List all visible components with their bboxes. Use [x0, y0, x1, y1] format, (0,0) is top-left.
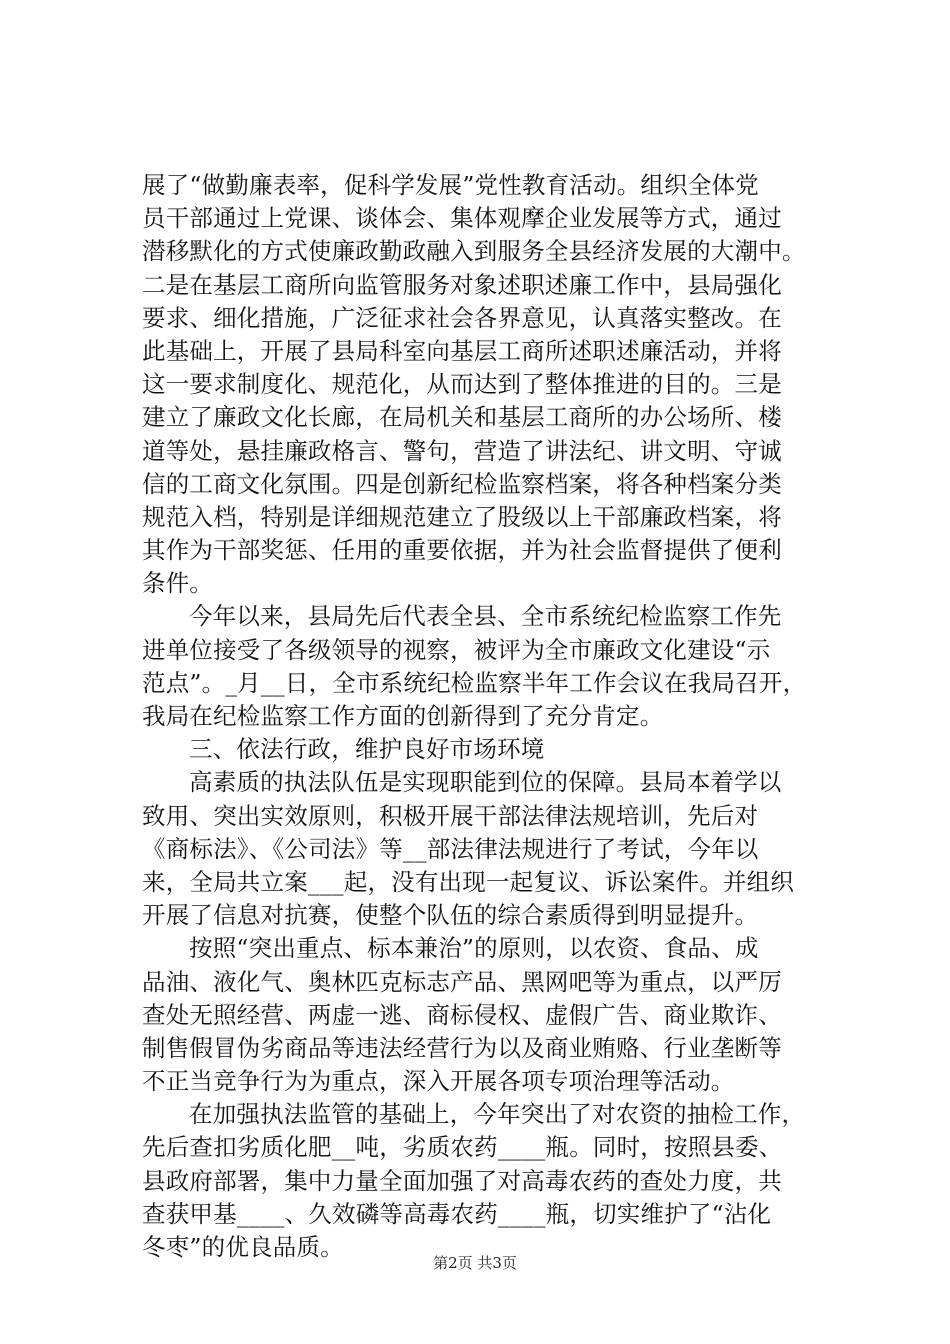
text-line: 二是在基层工商所向监管服务对象述职述廉工作中，县局强化 [142, 270, 782, 299]
text-line: 员干部通过上党课、谈体会、集体观摩企业发展等方式，通过 [142, 204, 782, 233]
text-line: 在加强执法监管的基础上，今年突出了对农资的抽检工作， [189, 1100, 806, 1129]
text-line: 《商标法》、《公司法》等__部法律法规进行了考试，今年以 [142, 834, 759, 863]
text-line: 条件。 [142, 569, 214, 598]
text-line: 先后查扣劣质化肥__吨，劣质农药____瓶。同时，按照县委、 [142, 1133, 783, 1162]
text-line: 此基础上，开展了县局科室向基层工商所述职述廉活动，并将 [142, 336, 782, 365]
text-line: 范点”。_月__日，全市系统纪检监察半年工作会议在我局召开， [142, 668, 807, 697]
text-line: 按照“突出重点、标本兼治”的原则，以农资、食品、成 [189, 934, 759, 963]
text-line: 查获甲基____、久效磷等高毒农药____瓶，切实维护了“沾化 [142, 1199, 772, 1228]
text-line: 展了“做勤廉表率，促科学发展”党性教育活动。组织全体党 [142, 171, 759, 199]
text-line: 我局在纪检监察工作方面的创新得到了充分肯定。 [142, 702, 664, 730]
text-line: 潜移默化的方式使廉政勤政融入到服务全县经济发展的大潮中。 [142, 237, 806, 266]
text-line: 品油、液化气、奥林匹克标志产品、黑网吧等为重点，以严厉 [142, 967, 782, 996]
text-line: 开展了信息对抗赛，使整个队伍的综合素质得到明显提升。 [142, 901, 759, 930]
text-line: 道等处，悬挂廉政格言、警句，营造了讲法纪、讲文明、守诚 [142, 436, 782, 465]
text-line: 高素质的执法队伍是实现职能到位的保障。县局本着学以 [189, 768, 782, 797]
text-line: 三、依法行政，维护良好市场环境 [189, 735, 545, 764]
text-line: 信的工商文化氛围。四是创新纪检监察档案，将各种档案分类 [142, 469, 782, 498]
text-line: 致用、突出实效原则，积极开展干部法律法规培训，先后对 [142, 801, 759, 830]
text-line: 建立了廉政文化长廊，在局机关和基层工商所的办公场所、楼 [142, 403, 782, 432]
text-line: 县政府部署，集中力量全面加强了对高毒农药的查处力度，共 [142, 1166, 782, 1195]
text-line: 其作为干部奖惩、任用的重要依据，并为社会监督提供了便利 [142, 536, 782, 565]
document-body [142, 169, 822, 1264]
text-line: 进单位接受了各级领导的视察，被评为全市廉政文化建设“示 [142, 635, 771, 664]
text-line: 查处无照经营、两虚一逃、商标侵权、虚假广告、商业欺诈、 [142, 1000, 782, 1029]
text-line: 来，全局共立案___起，没有出现一起复议、诉讼案件。并组织 [142, 867, 795, 896]
page-footer: 第2页 共3页 [433, 1254, 517, 1272]
text-line: 规范入档，特别是详细规范建立了股级以上干部廉政档案，将 [142, 502, 782, 531]
text-line: 这一要求制度化、规范化，从而达到了整体推进的目的。三是 [142, 370, 782, 399]
text-line: 不正当竞争行为为重点，深入开展各项专项治理等活动。 [142, 1067, 735, 1096]
text-line: 制售假冒伪劣商品等违法经营行为以及商业贿赂、行业垄断等 [142, 1033, 782, 1062]
text-line: 今年以来，县局先后代表全县、全市系统纪检监察工作先 [189, 602, 782, 631]
text-line: 冬枣”的优良品质。 [142, 1233, 344, 1261]
text-line: 要求、细化措施，广泛征求社会各界意见，认真落实整改。在 [142, 303, 782, 332]
